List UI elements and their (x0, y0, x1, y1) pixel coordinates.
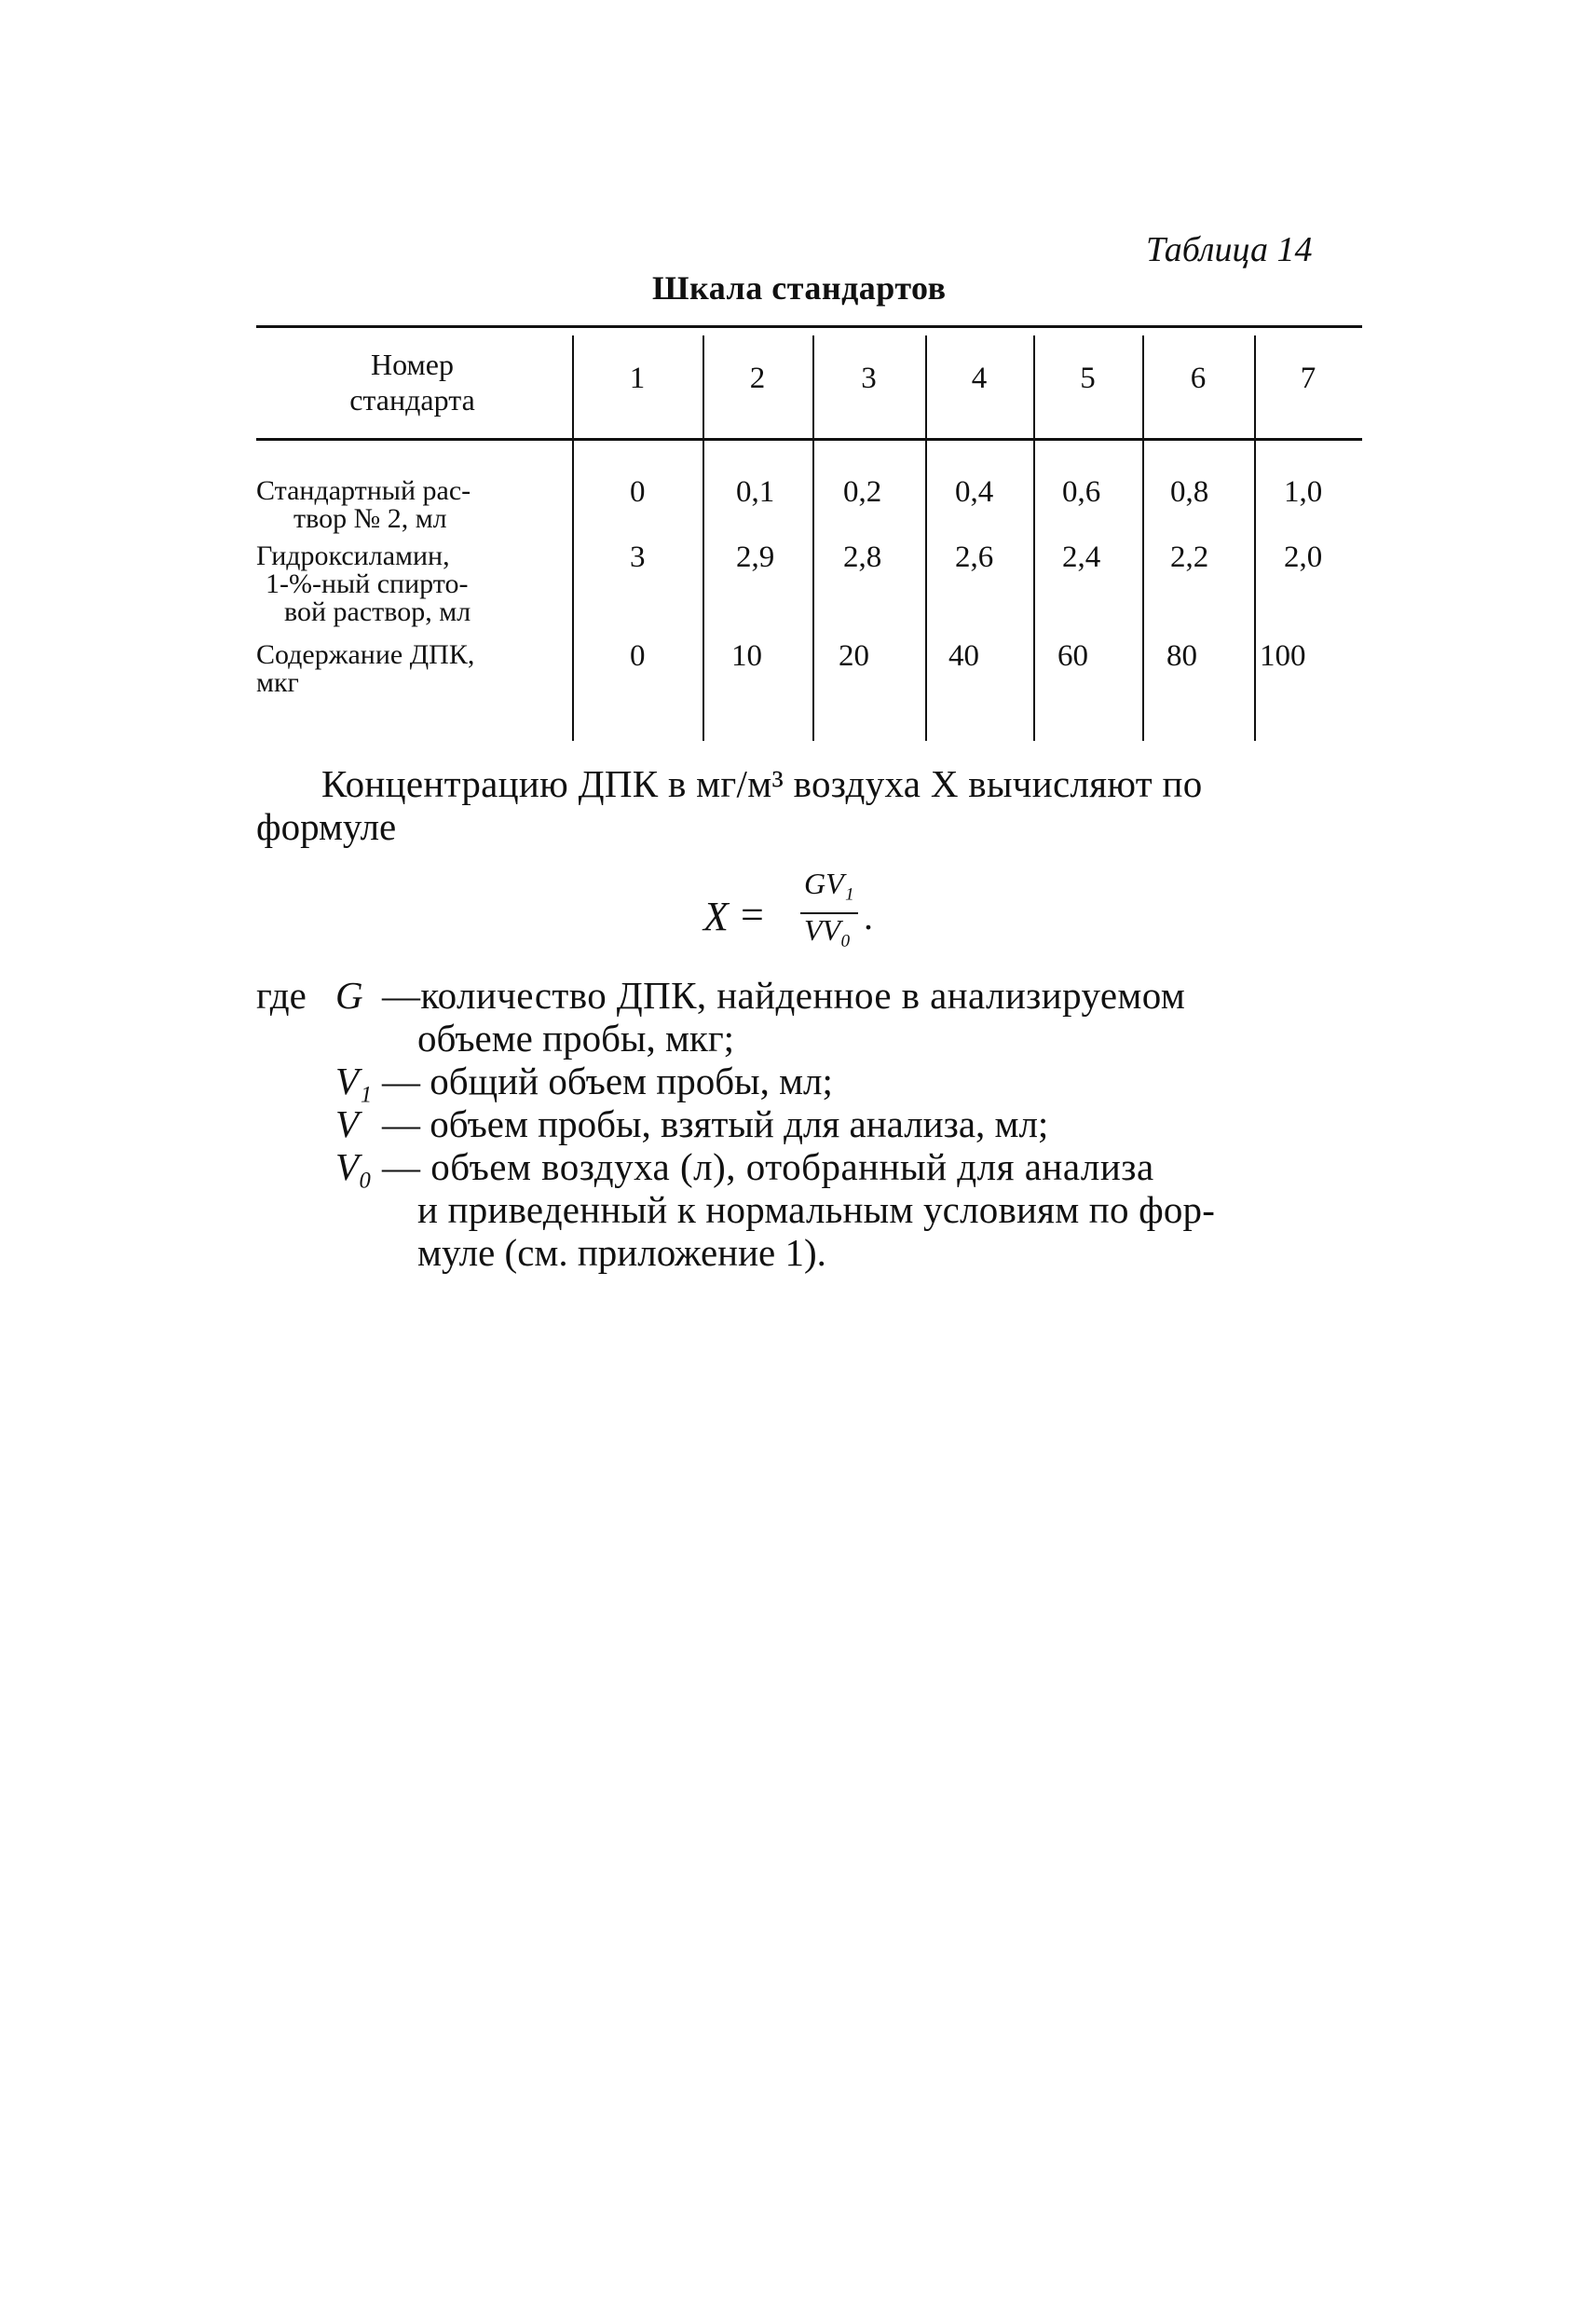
definition-line: объеме пробы, мкг; (417, 1017, 735, 1060)
row-label (256, 477, 554, 533)
definition-line: — объем воздуха (л), отобранный для анализа (382, 1145, 1154, 1188)
table-header-rule (256, 438, 1362, 441)
row-label-line: твор № 2, мл (293, 503, 447, 534)
where-word: где (256, 974, 307, 1017)
table-cell: 2,4 (1062, 540, 1101, 574)
definition-symbol (335, 974, 363, 1017)
table-cell: 1,0 (1284, 475, 1323, 509)
column-divider (925, 335, 927, 741)
table-cell: 2,6 (955, 540, 994, 574)
column-divider (1033, 335, 1035, 741)
table-cell: 10 (731, 639, 762, 673)
column-header: 2 (749, 362, 766, 395)
table-cell: 2,0 (1284, 540, 1323, 574)
table-cell: 0,4 (955, 475, 994, 509)
paragraph-line: формуле (256, 805, 397, 848)
table-cell: 2,2 (1170, 540, 1209, 574)
table-cell: 0 (630, 639, 646, 673)
table-cell: 40 (948, 639, 979, 673)
definition-line: и приведенный к нормальным условиям по фор- (417, 1188, 1216, 1231)
table-cell: 3 (630, 540, 646, 574)
definition-symbol (335, 1060, 372, 1102)
row-label-line: 1-%-ный спирто- (266, 568, 469, 599)
symbol-text: V₀ (335, 1145, 373, 1188)
symbol-text: G (335, 974, 363, 1017)
table-cell: 0,2 (843, 475, 882, 509)
symbol-text: V₁ (335, 1060, 373, 1102)
table-title: Шкала стандартов (652, 269, 947, 307)
header-stub-line: стандарта (349, 383, 475, 417)
table-top-rule (256, 325, 1362, 328)
table-cell: 0,6 (1062, 475, 1101, 509)
symbol-text: V (335, 1102, 360, 1145)
formula-denominator: VV₀ (804, 913, 852, 947)
formula-lhs: X (703, 894, 729, 939)
column-divider (703, 335, 704, 741)
column-divider (812, 335, 814, 741)
formula-equals: = (741, 892, 764, 937)
intro-paragraph (256, 762, 1362, 848)
table-cell: 0,1 (736, 475, 775, 509)
table-cell: 2,8 (843, 540, 882, 574)
column-header: 5 (1080, 362, 1096, 395)
definition-item (382, 1102, 1048, 1145)
column-header: 1 (629, 362, 646, 395)
column-divider (1142, 335, 1144, 741)
row-label-line: мкг (256, 667, 299, 698)
formula-numerator: GV₁ (804, 867, 854, 900)
formula (703, 867, 927, 969)
paragraph-line: Концентрацию ДПК в мг/м³ воздуха X вычисляют по (321, 762, 1203, 805)
column-header: 7 (1300, 362, 1316, 395)
table-cell: 80 (1166, 639, 1197, 673)
column-header: 3 (861, 362, 877, 395)
column-header: 4 (971, 362, 988, 395)
definition-line: муле (см. приложение 1). (417, 1231, 826, 1274)
definition-line: — объем пробы, взятый для анализа, мл; (382, 1102, 1049, 1145)
row-label-line: вой раствор, мл (284, 596, 471, 627)
definition-line: — общий объем пробы, мл; (382, 1060, 833, 1102)
definition-item (382, 1060, 833, 1102)
table-cell: 100 (1260, 639, 1306, 673)
definition-item (382, 1145, 1362, 1274)
column-divider (572, 335, 574, 741)
definition-symbol (335, 1145, 372, 1188)
definition-symbol (335, 1102, 359, 1145)
row-label-line: Стандартный рас- (256, 475, 471, 506)
definition-line: —количество ДПК, найденное в анализируемом (382, 974, 1186, 1017)
table-cell: 20 (839, 639, 869, 673)
header-stub-line: Номер (371, 348, 454, 381)
table-cell: 0,8 (1170, 475, 1209, 509)
table-number-label: Таблица 14 (1146, 230, 1313, 269)
formula-end: . (864, 896, 873, 937)
row-label-line: Содержание ДПК, (256, 639, 475, 670)
definition-item (382, 974, 1362, 1060)
header-stub (256, 347, 568, 417)
row-label (256, 641, 554, 697)
row-label (256, 542, 554, 626)
column-divider (1254, 335, 1256, 741)
table-cell: 2,9 (736, 540, 775, 574)
table-cell: 0 (630, 475, 646, 509)
table-cell: 60 (1057, 639, 1088, 673)
column-header: 6 (1190, 362, 1207, 395)
row-label-line: Гидроксиламин, (256, 540, 450, 571)
